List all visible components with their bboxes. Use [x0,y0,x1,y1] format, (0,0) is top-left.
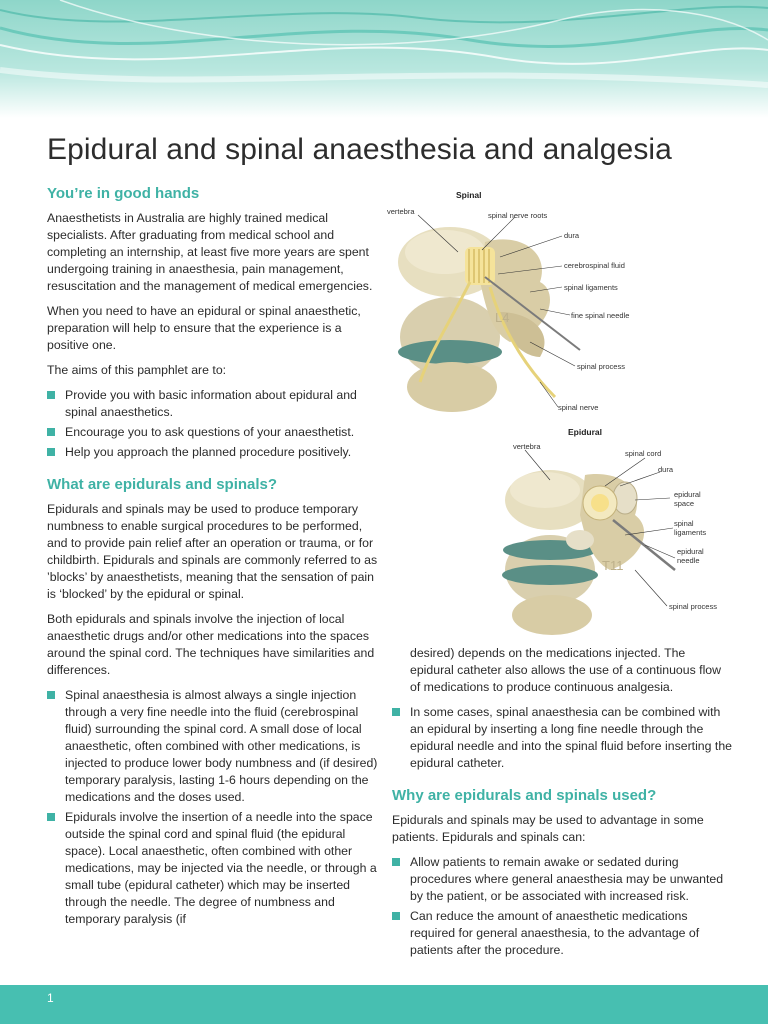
figure-title: Epidural [568,427,603,437]
label-spinal-process: spinal process [669,602,717,611]
epidural-illustration [495,420,765,640]
section-heading-why-used: Why are epidurals and spinals used? [392,787,657,804]
label-epidural-space-line2: space [674,499,695,508]
spinal-illustration [387,182,720,417]
section-heading-good-hands: You’re in good hands [47,185,200,202]
paragraph: Epidurals and spinals may be used to produce temporary numbness to enable surgical procedures to be performed, and to provide pain relief after an operation or trauma, or for childbirth. Epidurals and spinals are commonly referred to as ’blocks’ by anaesthetists, meaning that the sensation of pain is ‘blocked’ by the epidural or spinal. [47,502,378,601]
label-vertebra: vertebra [513,442,541,451]
paragraph: Both epidurals and spinals involve the injection of local anaesthetic drugs and/or other medications into the spaces around the spinal cord. The techniques have similarities and differences. [47,612,375,677]
right-column [392,645,732,967]
label-epidural-needle: epidural [677,547,704,556]
label-epidural-space: epidural [674,490,701,499]
label-spinal-nerve-roots: spinal nerve roots [488,211,548,220]
list-item: Epidurals involve the insertion of a needle into the space outside the spinal cord and spinal fluid (the epidural space). Local anaesthetic, often combined with other medications, may be injected via the needle, or through a small tube (epidural catheter) which may be inserted through the needle. The degree of numbness and temporary paralysis (if [47,809,380,928]
vertebra-level-label: L4 [495,310,510,325]
benefits-list [392,854,732,959]
paragraph: When you need to have an epidural or spinal anaesthetic, preparation will help to ensure that the experience is a positive one. [47,304,361,352]
paragraph-continued: desired) depends on the medications injected. The epidural catheter also allows the use of a continuous flow of medications to produce continuous analgesia. [410,646,722,694]
footer-bar [0,985,768,1024]
label-spinal-ligaments-line2: ligaments [674,528,707,537]
label-vertebra: vertebra [387,207,415,216]
bullet-square-icon [392,858,400,866]
label-spinal-nerve: spinal nerve [558,403,599,412]
label-fine-spinal-needle: fine spinal needle [571,311,630,320]
left-column [47,184,380,936]
bullet-square-icon [47,448,55,456]
figure-title: Spinal [456,190,482,200]
label-cerebrospinal-fluid: cerebrospinal fluid [564,261,625,270]
header-banner [0,0,768,118]
vertebra-level-label: T11 [602,558,624,573]
technique-list [47,687,380,928]
bullet-square-icon [392,912,400,920]
list-item: In some cases, spinal anaesthesia can be combined with an epidural by inserting a long fine needle through the epidural needle and into the spinal fluid before inserting the epidural catheter. [392,704,732,772]
list-item: Spinal anaesthesia is almost always a single injection through a very fine needle into the fluid (cerebrospinal fluid) surrounding the spinal cord. A small dose of local anaesthetic, often combined with other medications, is injected to produce lower body numbness and (if desired) temporary paralysis, lasting 1-6 hours depending on the medications and the doses used. [47,687,380,806]
label-spinal-ligaments: spinal [674,519,694,528]
label-spinal-process: spinal process [577,362,625,371]
label-spinal-ligaments: spinal ligaments [564,283,618,292]
paragraph: Anaesthetists in Australia are highly trained medical specialists. After graduating from medical school and completing an internship, at least five more years are spent undergoing training in anaesthesia, pain management, resuscitation and the management of medical emergencies. [47,211,373,293]
technique-list-continued [392,704,732,772]
page-title: Epidural and spinal anaesthesia and analgesia [47,133,672,166]
paragraph: Epidurals and spinals may be used to advantage in some patients. Epidurals and spinals can: [392,813,704,844]
label-dura: dura [658,465,674,474]
aims-list [47,387,380,461]
bullet-square-icon [47,428,55,436]
list-item: Provide you with basic information about epidural and spinal anaesthetics. [47,387,380,421]
label-epidural-needle-line2: needle [677,556,700,565]
label-dura: dura [564,231,580,240]
list-item: Can reduce the amount of anaesthetic medications required for general anaesthesia, to the advantage of patients after the procedure. [392,908,732,959]
list-item: Encourage you to ask questions of your anaesthetist. [47,424,380,441]
label-spinal-cord: spinal cord [625,449,662,458]
bullet-square-icon [47,391,55,399]
bullet-square-icon [392,708,400,716]
list-item: Help you approach the planned procedure positively. [47,444,380,461]
list-item: Allow patients to remain awake or sedated during procedures where general anaesthesia may be unwanted by the patient, or be associated with increased risk. [392,854,732,905]
bullet-square-icon [47,813,55,821]
page-number: 1 [47,991,54,1005]
paragraph: The aims of this pamphlet are to: [47,363,227,377]
section-heading-what-are: What are epidurals and spinals? [47,476,278,493]
bullet-square-icon [47,691,55,699]
